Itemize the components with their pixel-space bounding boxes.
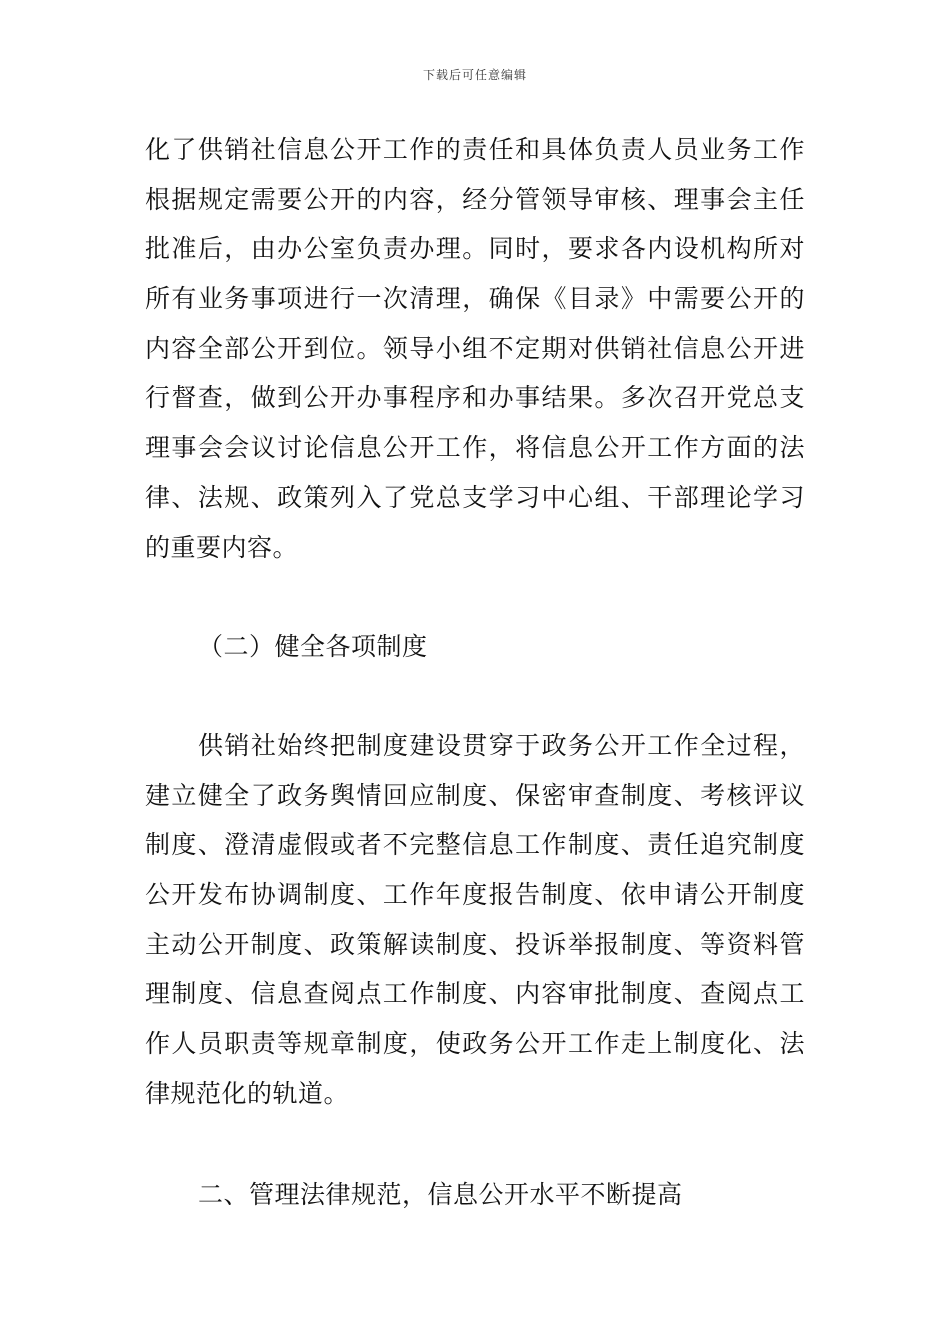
paragraph-line: 公开发布协调制度、工作年度报告制度、依申请公开制度 [145, 880, 805, 910]
paragraph-line: 制度、澄清虚假或者不完整信息工作制度、责任追究制度 [145, 830, 805, 860]
section-heading-systems: （二）健全各项制度 [198, 632, 428, 661]
paragraph-line: 内容全部公开到位。领导小组不定期对供销社信息公开进 [145, 333, 805, 363]
paragraph-line: 理事会会议讨论信息公开工作，将信息公开工作方面的法 [145, 433, 805, 463]
paragraph-line: 供销社始终把制度建设贯穿于政务公开工作全过程， [198, 731, 805, 760]
paragraph-line: 作人员职责等规章制度，使政务公开工作走上制度化、法 [145, 1029, 805, 1059]
paragraph-line: 主动公开制度、政策解读制度、投诉举报制度、等资料管 [145, 929, 805, 959]
paragraph-line: 律、法规、政策列入了党总支学习中心组、干部理论学习 [145, 482, 805, 512]
paragraph-line: 的重要内容。 [145, 532, 299, 562]
section-heading-management: 二、管理法律规范，信息公开水平不断提高 [198, 1180, 683, 1209]
page-header: 下载后可任意编辑 [422, 68, 527, 82]
paragraph-systems [145, 721, 805, 1119]
paragraph-line: 律规范化的轨道。 [145, 1078, 350, 1108]
paragraph-line: 根据规定需要公开的内容，经分管领导审核、理事会主任 [145, 184, 805, 214]
paragraph-responsibility [145, 125, 805, 572]
paragraph-line: 理制度、信息查阅点工作制度、内容审批制度、查阅点工 [145, 979, 805, 1009]
paragraph-line: 建立健全了政务舆情回应制度、保密审查制度、考核评议 [145, 780, 805, 810]
paragraph-line: 化了供销社信息公开工作的责任和具体负责人员业务工作 [145, 135, 805, 164]
paragraph-line: 批准后，由办公室负责办理。同时，要求各内设机构所对 [145, 234, 805, 264]
paragraph-line: 行督查，做到公开办事程序和办事结果。多次召开党总支 [145, 383, 805, 413]
paragraph-line: 所有业务事项进行一次清理，确保《目录》中需要公开的 [145, 284, 805, 314]
